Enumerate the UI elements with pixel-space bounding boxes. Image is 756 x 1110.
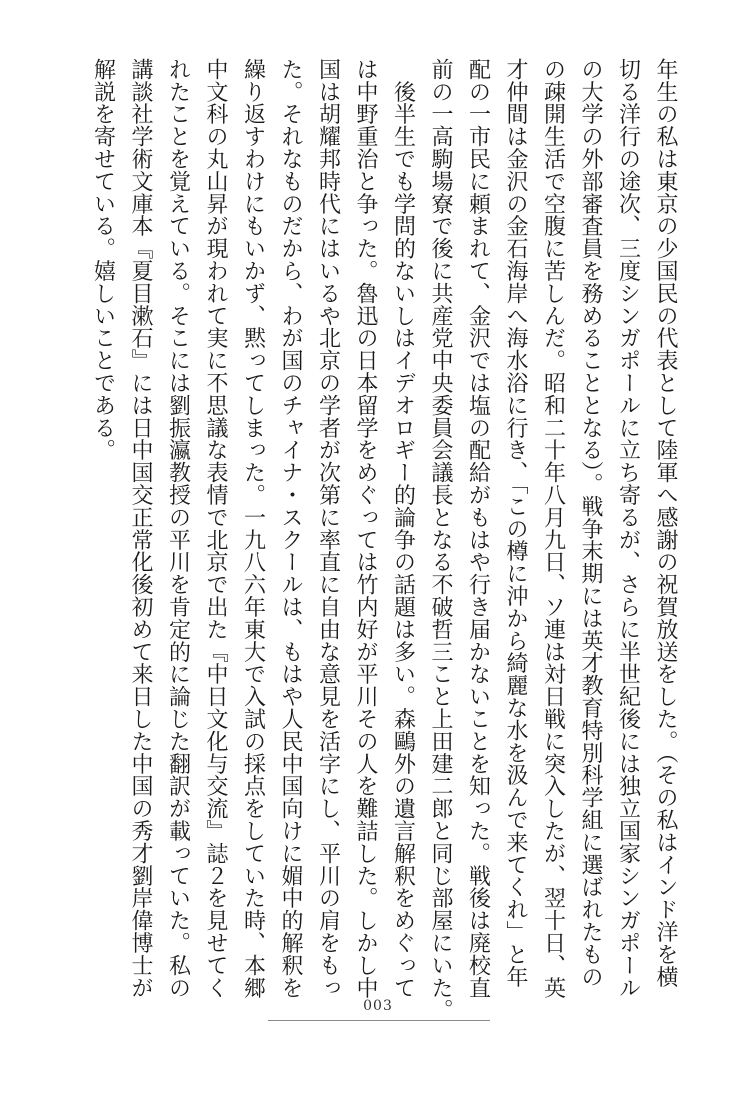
text-line-5: 才仲間は金沢の金石海岸へ海水浴に行き、「この樽に沖から綺麗な水を汲んで来てくれ」と年 (503, 58, 528, 988)
text-line-1: 年生の私は東京の少国民の代表として陸軍へ感謝の祝賀放送をした。（その私はインド洋を横 (653, 58, 678, 988)
text-line-4: の疎開生活で空腹に苦しんだ。昭和二十年八月九日、ソ連は対日戦に突入したが、翌十日、英 (540, 58, 566, 999)
page-number: 003 (363, 998, 393, 1014)
text-line-6: 配の一市民に頼まれて、金沢では塩の配給がもはや行き届かないことを知った。戦後は廃校直 (465, 58, 491, 999)
text-line-3: の大学の外部審査員を務めることとなる）。戦争末期には英才教育特別科学組に選ばれたもの (578, 58, 603, 988)
text-line-8: 後半生でも学問的ないしはイデオロギー的論争の話題は多い。森鷗外の遺言解釈をめぐって (390, 58, 416, 999)
text-line-2: 切る洋行の途次、三度シンガポールに立ち寄るが、さらに半世紀後には独立国家シンガポール (615, 58, 641, 999)
text-line-12: 繰り返すわけにもいかず、黙ってしまった。一九八六年東大で入試の採点をしていた時、本郷 (240, 58, 266, 999)
text-line-16: 解説を寄せている。嬉しいことである。 (90, 58, 116, 462)
text-line-10: 国は胡耀邦時代にはいるや北京の学者が次第に率直に自由な意見を活字にし、平川の肩をもっ (315, 58, 341, 999)
text-line-9: は中野重治と争った。魯迅の日本留学をめぐっては竹内好が平川その人を難詰した。しかし中 (353, 58, 378, 999)
text-line-14: れたことを覚えている。そこには劉振瀛教授の平川を肯定的に論じた翻訳が載っていた。私の (165, 58, 191, 999)
text-line-13: 中文科の丸山昇が現われて実に不思議な表情で北京で出た『中日文化与交流』誌２を見せてく (203, 58, 228, 999)
text-line-11: た。それなものだから、わが国のチャイナ・スクールは、もはや人民中国向けに媚中的解釈を (278, 58, 303, 999)
text-line-15: 講談社学術文庫本『夏目漱石』には日中国交正常化後初めて来日した中国の秀才劉岸偉博士が (128, 58, 153, 999)
text-line-7: 前の一高駒場寮で後に共産党中央委員会議長となる不破哲三こと上田建二郎と同じ部屋にいた。 (428, 58, 453, 1022)
footer-rule (268, 1020, 490, 1021)
